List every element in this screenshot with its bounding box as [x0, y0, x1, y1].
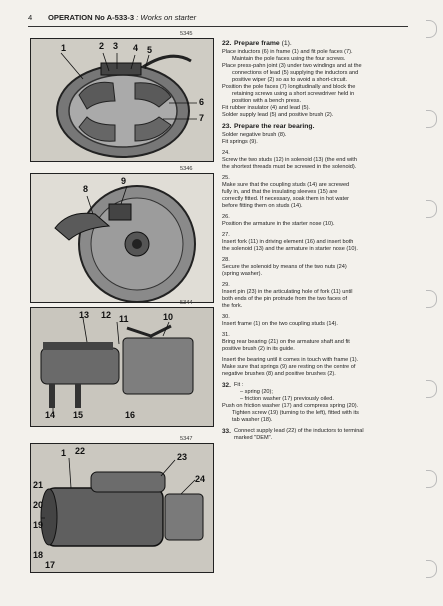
step-32-lines	[222, 403, 410, 424]
step-22-line: position with a bench press.	[232, 98, 302, 104]
step-22-line: connections of lead (5) supplying the inductors and	[232, 70, 359, 76]
callout-13: 13	[79, 310, 90, 320]
step-33-line: marked "DEM".	[234, 435, 273, 441]
step-23	[222, 123, 410, 146]
figure-frame-solenoid	[30, 307, 214, 427]
step-22-line: Maintain the pole faces using the four screws.	[232, 56, 346, 62]
step-number: 28.	[222, 257, 230, 263]
figure-number-5346: 5346	[180, 166, 193, 172]
figure-image-stator	[31, 39, 213, 161]
binding-hole	[426, 560, 437, 578]
step-23-body	[222, 132, 410, 146]
step-text: Position the armature in the starter nose (10).	[222, 221, 335, 227]
callout-16: 16	[125, 410, 136, 420]
callout-19: 19	[33, 520, 44, 530]
step-32-title: Fit :	[234, 382, 244, 388]
callout-21: 21	[33, 480, 44, 490]
step-22-line: Solder supply lead (5) and positive brush (2).	[222, 112, 334, 118]
callout-23: 23	[177, 452, 188, 462]
step-28	[222, 257, 410, 278]
figure-image-rear-bearing	[31, 174, 213, 302]
callout-17: 17	[45, 560, 56, 570]
step-22-line: Place press-pahn joint (3) under two windings and at the	[222, 63, 362, 69]
callout-1-assembly: 1	[61, 448, 67, 458]
step-22-body	[222, 49, 410, 119]
figure-image-solenoid	[31, 308, 213, 426]
step-text: Insert frame (1) on the two coupling studs (14).	[222, 321, 338, 327]
step-22-line: positive wiper (2) so as to avoid a short-circuit.	[232, 77, 348, 83]
step-22-line: Position the pole faces (7) longitudinally and block the	[222, 84, 356, 90]
figure-number-5345: 5345	[180, 31, 193, 37]
step-number: 29.	[222, 282, 230, 288]
callout-1: 1	[61, 43, 67, 53]
binding-hole	[426, 290, 437, 308]
figure-frame-assembled-starter	[30, 443, 214, 573]
step-22-line: Fit rubber insulator (4) and lead (5).	[222, 105, 310, 111]
step-33-text	[234, 428, 410, 442]
step-32-items	[222, 389, 410, 403]
step-number: 31.	[222, 332, 230, 338]
callout-24: 24	[195, 474, 206, 484]
binding-hole	[426, 380, 437, 398]
instructions-column	[222, 40, 410, 446]
callout-10: 10	[163, 312, 174, 322]
step-32-item-line: – friction washer (17) previously oiled.	[240, 396, 334, 402]
step-text: Screw the two studs (12) in solenoid (13) (the end with the shortest threads must be screwed in the solenoid).	[222, 157, 357, 170]
operation-subtitle: : Works on starter	[136, 13, 197, 22]
figure-number-5347: 5347	[180, 436, 193, 442]
binding-hole	[426, 200, 437, 218]
figure-image-assembled-starter	[31, 444, 213, 572]
step-22	[222, 40, 410, 119]
callout-2: 2	[99, 41, 105, 51]
binding-hole	[426, 110, 437, 128]
operation-title: OPERATION No A-533-3 : Works on starter	[48, 13, 197, 22]
step-number: 24.	[222, 150, 230, 156]
callout-6: 6	[199, 97, 205, 107]
step-23-line: Fit springs (9).	[222, 139, 258, 145]
callout-18: 18	[33, 550, 44, 560]
step-32-line: tab washer (18).	[232, 417, 273, 423]
callout-3: 3	[113, 41, 119, 51]
figure-frame-rear-bearing	[30, 173, 214, 303]
step-27	[222, 232, 410, 253]
step-31-line: Make sure that springs (9) are resting on the centre of	[222, 364, 356, 370]
step-22-heading: 22. Prepare frame (1).	[222, 40, 292, 47]
figure-frame-stator	[30, 38, 214, 162]
callout-14: 14	[45, 410, 56, 420]
step-23-line: Solder negative brush (8).	[222, 132, 287, 138]
step-23-heading: 23. Prepare the rear bearing.	[222, 123, 315, 130]
step-31-line: Insert the bearing until it comes in touch with frame (1).	[222, 357, 359, 363]
step-number: 27.	[222, 232, 230, 238]
step-22-line: Place inductors (6) in frame (1) and fit pole faces (7).	[222, 49, 353, 55]
figure-number-5344: 5344	[180, 300, 193, 306]
callout-7: 7	[199, 113, 205, 123]
step-number: 26.	[222, 214, 230, 220]
callout-22: 22	[75, 446, 86, 456]
step-32-line: Push on friction washer (17) and compress spring (20).	[222, 403, 359, 409]
binding-hole	[426, 20, 437, 38]
step-29	[222, 282, 410, 310]
callout-4: 4	[133, 43, 139, 53]
page-header	[28, 13, 408, 27]
callout-11: 11	[119, 314, 129, 324]
step-text: Secure the solenoid by means of the two nuts (24) (spring washer).	[222, 264, 347, 277]
step-33: 33. Connect supply lead (22) of the inductors to terminal marked "DEM".	[222, 428, 410, 442]
callout-12: 12	[101, 310, 112, 320]
step-text: Insert fork (11) in driving element (16) and insert both the solenoid (13) and the armature in starter nose (10).	[222, 239, 358, 252]
step-31-continued	[222, 357, 410, 378]
callout-20: 20	[33, 500, 44, 510]
step-text: Insert pin (23) in the articulating hole of fork (11) until both ends of the pin protrude from the two faces of the fork.	[222, 289, 353, 309]
step-30	[222, 314, 410, 328]
step-24	[222, 150, 410, 171]
step-text: Make sure that the coupling studs (14) are screwed fully in, and that the insulating sleeves (15) are correctly fitted. If necessary, soak them in hot water before fitting them on studs (14).	[222, 182, 350, 209]
binding-hole	[426, 470, 437, 488]
step-32-line: Tighten screw (19) (turning to the left), fitted with its	[232, 410, 359, 416]
step-26	[222, 214, 410, 228]
step-25	[222, 175, 410, 210]
header-rule	[28, 26, 408, 27]
step-31-extra-lines	[222, 357, 410, 378]
step-text: Bring rear bearing (21) on the armature shaft and fit positive brush (2) in its guide.	[222, 339, 350, 352]
callout-15: 15	[73, 410, 84, 420]
step-33-line: Connect supply lead (22) of the inductors to terminal	[234, 428, 364, 434]
step-32-item-line: – spring (20);	[240, 389, 273, 395]
callout-8: 8	[83, 184, 89, 194]
page-number: 4	[28, 13, 33, 22]
callout-9: 9	[121, 176, 127, 186]
step-32: 32. Fit : – spring (20); – friction washer (17) previously oiled. Push on friction washer (17) and compress spring (20). Tighten screw (19) (turning to the left), fitted with its tab washer (18).	[222, 382, 410, 424]
step-number: 30.	[222, 314, 230, 320]
step-22-line: retaining screws using a short screwdriver held in	[232, 91, 355, 97]
step-31-line: negative brushes (8) and positive brushes (2).	[222, 371, 336, 377]
step-number: 25.	[222, 175, 230, 181]
step-31	[222, 332, 410, 353]
numbered-steps	[222, 150, 410, 353]
callout-5: 5	[147, 45, 153, 55]
